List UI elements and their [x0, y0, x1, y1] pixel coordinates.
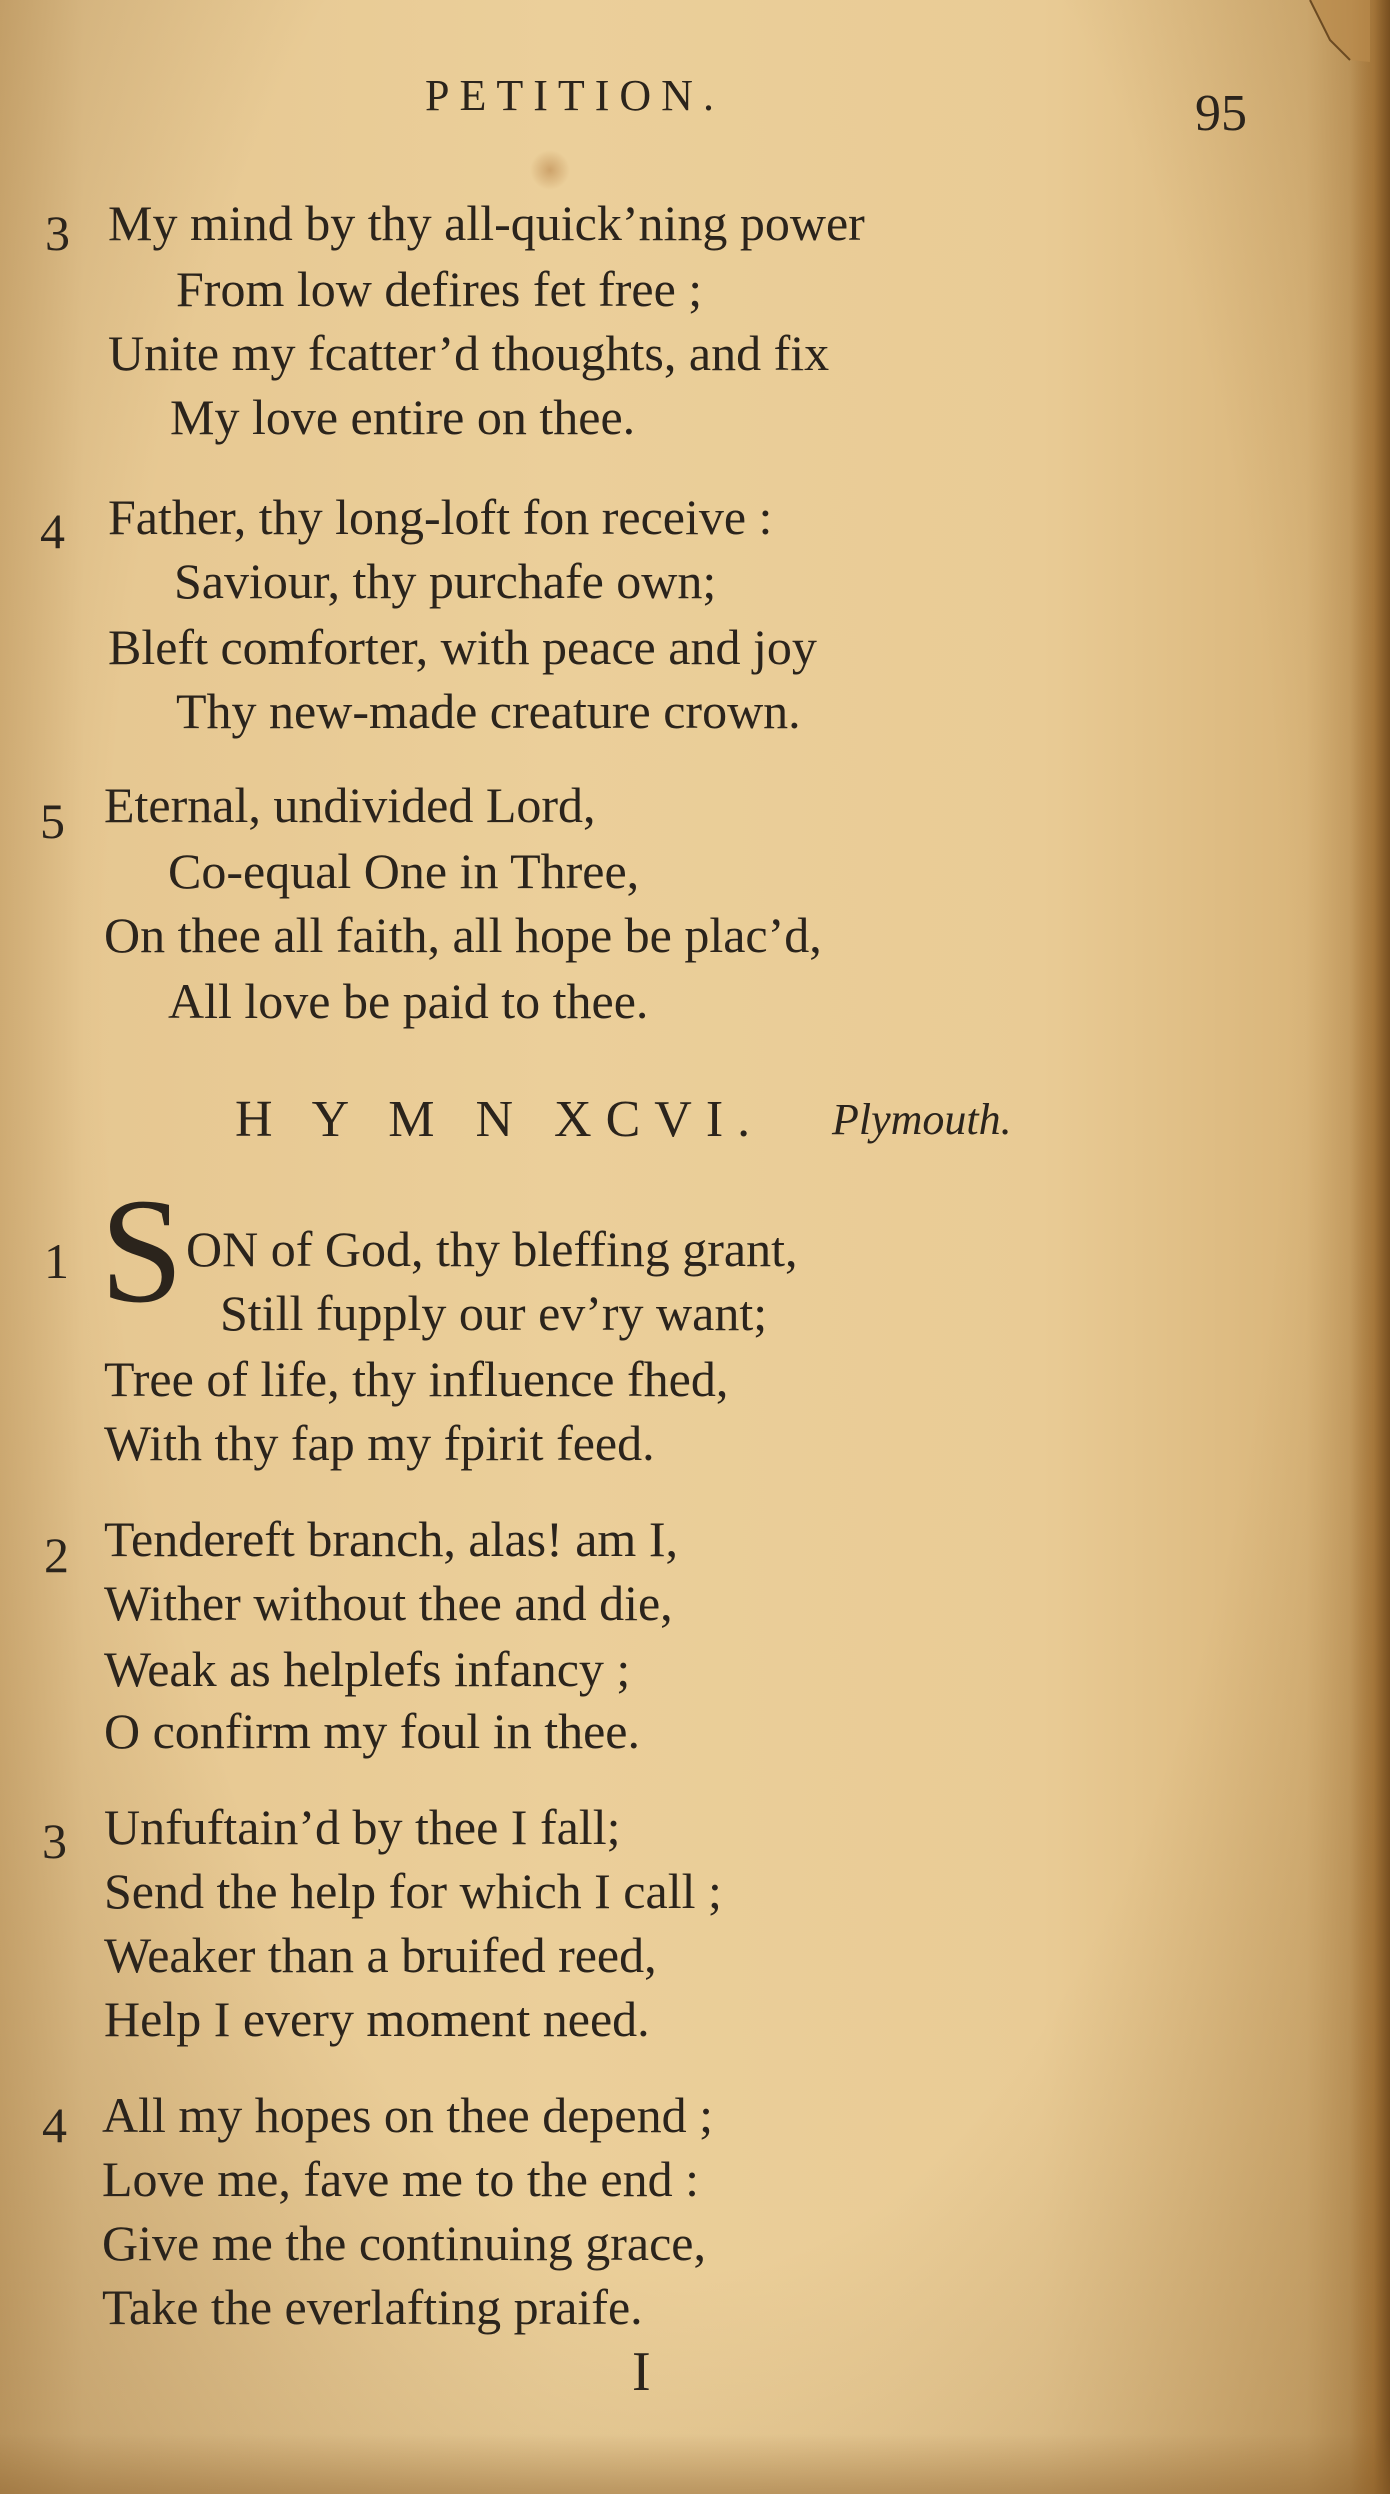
stanza-number: 5: [40, 793, 65, 849]
verse-line: Love me, fave me to the end :: [102, 2151, 699, 2207]
verse-line: Thy new-made creature crown.: [176, 683, 801, 739]
verse-line: Take the everlafting praife.: [102, 2279, 643, 2335]
verse-line: Weaker than a bruifed reed,: [104, 1927, 657, 1983]
verse-line: Give me the continuing grace,: [102, 2215, 706, 2271]
stanza-number: 2: [44, 1527, 69, 1583]
verse-line: On thee all faith, all hope be plac’d,: [104, 907, 822, 963]
hymn-heading: H Y M N XCVI.: [235, 1091, 765, 1148]
stanza-number: 3: [42, 1813, 67, 1869]
verse-line: Unfuftain’d by thee I fall;: [104, 1799, 621, 1855]
verse-line: From low defires fet free ;: [176, 261, 703, 317]
verse-line: All love be paid to thee.: [168, 973, 649, 1029]
page-number: 95: [1195, 85, 1247, 142]
verse-line: My mind by thy all-quick’ning power: [108, 195, 865, 251]
verse-line: Father, thy long-loft fon receive :: [108, 489, 773, 545]
paper-stain: [530, 150, 570, 190]
verse-line: Send the help for which I call ;: [104, 1863, 722, 1919]
page-edge-shadow: [1350, 0, 1390, 2494]
verse-line: Co-equal One in Three,: [168, 843, 640, 899]
torn-corner-icon: [1300, 0, 1370, 90]
stanza-number: 1: [44, 1233, 69, 1289]
stanza-number: 4: [40, 503, 65, 559]
running-title: PETITION.: [425, 71, 724, 120]
verse-line: Tendereft branch, alas! am I,: [104, 1511, 678, 1567]
verse-line: All my hopes on thee depend ;: [102, 2087, 713, 2143]
stanza-number: 4: [42, 2097, 67, 2153]
signature-mark: I: [632, 2341, 651, 2403]
verse-line: Eternal, undivided Lord,: [104, 777, 596, 833]
verse-line: Tree of life, thy influence fhed,: [104, 1351, 729, 1407]
verse-line: Still fupply our ev’ry want;: [220, 1285, 768, 1341]
tune-name: Plymouth.: [832, 1095, 1012, 1144]
page-bottom-shadow: [0, 2434, 1390, 2494]
verse-line: Unite my fcatter’d thoughts, and fix: [108, 325, 830, 381]
drop-cap: S: [100, 1168, 184, 1334]
verse-line: Bleft comforter, with peace and joy: [108, 619, 817, 675]
verse-line: With thy fap my fpirit feed.: [104, 1415, 655, 1471]
verse-line: Wither without thee and die,: [104, 1575, 673, 1631]
verse-line: ON of God, thy bleffing grant,: [186, 1221, 798, 1277]
stanza-number: 3: [45, 205, 70, 261]
verse-line: Weak as helplefs infancy ;: [104, 1641, 631, 1697]
verse-line: Saviour, thy purchafe own;: [174, 553, 717, 609]
verse-line: Help I every moment need.: [104, 1991, 650, 2047]
verse-line: My love entire on thee.: [170, 389, 636, 445]
verse-line: O confirm my foul in thee.: [104, 1703, 640, 1759]
